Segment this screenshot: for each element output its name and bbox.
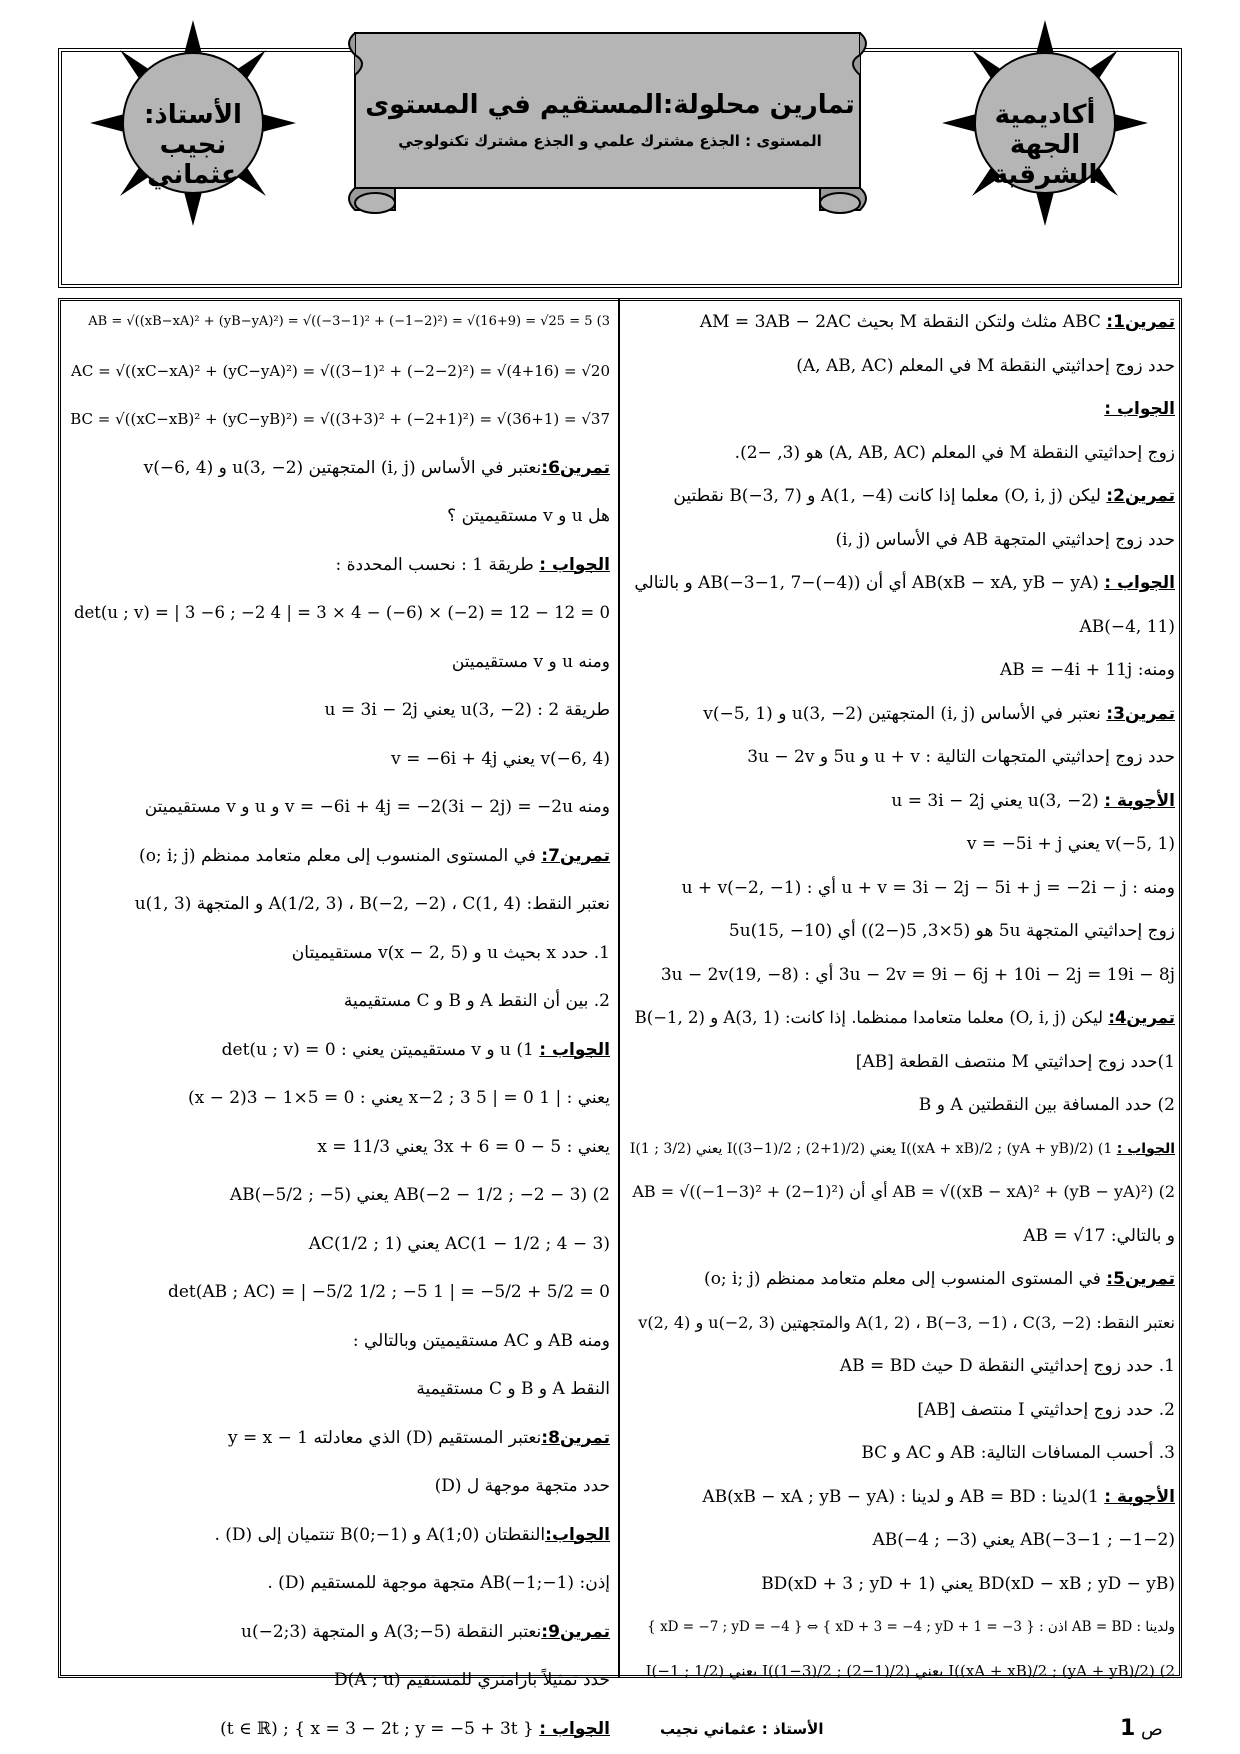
answer-label: الجواب : (539, 554, 610, 575)
text-line (1079, 615, 1175, 639)
answer-heading (214, 1523, 610, 1547)
text-line (353, 1329, 610, 1353)
answer-heading (630, 1137, 1175, 1161)
exercise-heading (144, 456, 610, 480)
text-line (761, 1572, 1175, 1596)
text-line (188, 1086, 610, 1110)
text-line (416, 1377, 610, 1401)
exercise-heading (703, 702, 1175, 726)
text-line (447, 504, 610, 528)
text-line (729, 919, 1175, 943)
line-text: 2. بين أن النقط A و B و C مستقيمية (343, 991, 610, 1011)
line-text: ليكن (O, i, j) معلما إذا كانت A(1, −4) و B(−3, 7) نقطتين (673, 486, 1107, 506)
text-line (682, 876, 1175, 900)
line-text: 1. حدد x بحيث u و v(x − 2, 5) مستقيميتان (291, 942, 610, 963)
line-text: ومنه v = −6i + 4j = −2(3i − 2j) = −2u و u و v مستقيميتن (144, 797, 610, 817)
line-text: v(−6, 4) يعني v = −6i + 4j (391, 748, 610, 769)
exercise-label: تمرين4: (1108, 1008, 1175, 1027)
line-text: 2) AB = √((xB − xA)² + (yB − yA)²) أي أن AB = √((−1−3)² + (2−1)²) (632, 1182, 1175, 1201)
line-text: 1)حدد زوج إحداثيتي M منتصف القطعة [AB] (855, 1051, 1175, 1072)
academy-label: أكاديمية الجهة الشرقية (992, 100, 1098, 190)
exercise-heading (228, 1426, 610, 1450)
text-line (168, 1280, 610, 1304)
exercise-label: تمرين6: (541, 457, 610, 478)
text-line (309, 1232, 610, 1256)
line-text: AC = √((xC−xA)² + (yC−yA)²) = √((3−1)² + (−2−2)²) = √(4+16) = √20 (71, 361, 610, 380)
text-line (135, 892, 610, 916)
text-line (735, 441, 1175, 465)
text-line (661, 963, 1175, 987)
footer-page (1120, 1716, 1163, 1741)
text-line (145, 795, 610, 819)
footer-teacher: الأستاذ : عثماني نجيب (660, 1720, 824, 1738)
line-text: AC(1 − 1/2 ; 4 − 3) يعني AC(1/2 ; 1) (308, 1233, 610, 1254)
line-text: 1) I((xA + xB)/2 ; (yA + yB)/2) يعني I((3−1)/2 ; (2+1)/2) يعني I(1 ; 3/2) (629, 1140, 1117, 1157)
line-text: AB(xB − xA, yB − yA) أي أن AB(−3−1, 7−(−4)) و بالتالي (634, 573, 1105, 593)
text-line (1000, 658, 1175, 682)
exercise-label: تمرين7: (541, 845, 610, 866)
line-text: يعني : 5 − 3x + 6 = 0 يعني x = 11/3 (317, 1136, 610, 1157)
exercise-label: تمرين5: (1106, 1269, 1175, 1289)
text-line (840, 1354, 1175, 1378)
exercise-heading (139, 844, 610, 868)
line-text: AB(−4, 11) (1079, 616, 1175, 637)
answer-heading (634, 571, 1175, 595)
exercise-heading (704, 1267, 1175, 1291)
text-line (796, 354, 1175, 378)
exercise-label: تمرين3: (1106, 703, 1175, 724)
answer-label: الجواب : (539, 1039, 610, 1060)
text-line (747, 745, 1175, 769)
text-line (267, 1571, 610, 1595)
line-text: 2) حدد المسافة بين النقطتين A و B (918, 1095, 1175, 1115)
exercise-heading (673, 484, 1175, 508)
line-text: BD(xD − xB ; yD − yB) يعني BD(xD + 3 ; yD + 1) (761, 1573, 1175, 1594)
text-line (1023, 1224, 1175, 1248)
text-line (967, 832, 1175, 856)
text-line (632, 1180, 1175, 1204)
line-text: طريقة 2 : u(3, −2) يعني u = 3i − 2j (324, 700, 610, 720)
text-line (435, 1474, 610, 1498)
line-text: حدد متجهة موجهة ل (D) (434, 1476, 610, 1496)
line-text: في المستوى المنسوب إلى معلم متعامد ممنظم (o; i; j) (704, 1269, 1107, 1289)
text-line (647, 1615, 1175, 1639)
line-text: يعني : | 1 x−2 ; 3 5 | = 0 يعني : 0 = 5×1 − 3(x − 2) (188, 1088, 610, 1108)
text-line (292, 941, 610, 965)
page-label: ص (1141, 1719, 1163, 1740)
line-text: نعتبر في الأساس (i, j) المتجهتين u(3, −2) و v(−6, 4) (143, 457, 542, 478)
text-line (452, 650, 610, 674)
line-text: حدد زوج إحداثيتي النقطة M في المعلم (A, AB, AC) (796, 355, 1175, 376)
text-line (230, 1183, 610, 1207)
column-divider (618, 298, 620, 1678)
line-text: ومنه AB و AC مستقيميتن وبالتالي : (352, 1330, 610, 1351)
answer-label: الجواب : (539, 1718, 610, 1739)
exercise-heading (635, 1006, 1175, 1030)
line-text: 2) AB(−2 − 1/2 ; −2 − 3) يعني AB(−5/2 ; −5) (229, 1185, 610, 1205)
line-text: det(AB ; AC) = | −5/2 1/2 ; −5 1 | = −5/2 + 5/2 = 0 (167, 1282, 610, 1302)
text-line (317, 1135, 610, 1159)
line-text: هل u و v مستقيميتن ؟ (447, 506, 610, 526)
line-text: حدد زوج إحداثيتي المتجهة AB في الأساس (i, j) (835, 529, 1175, 550)
exercise-heading (241, 1620, 610, 1644)
answer-label: الجواب: (545, 1524, 610, 1545)
exercise-heading (700, 310, 1175, 334)
line-text: BC = √((xC−xB)² + (yC−yB)²) = √((3+3)² + (−2+1)²) = √(36+1) = √37 (70, 410, 610, 428)
line-text: 1) u و v مستقيميتن يعني : det(u ; v) = 0 (221, 1039, 540, 1060)
text-line (856, 1050, 1175, 1074)
line-text: إذن: AB(−1;−1) متجهة موجهة للمستقيم (D) . (267, 1573, 610, 1593)
answer-heading (1104, 397, 1175, 421)
text-line (88, 310, 610, 334)
line-text: طريقة 1 : نحسب المحددة : (335, 554, 540, 575)
text-line (835, 528, 1175, 552)
exercise-label: تمرين2: (1106, 486, 1175, 506)
answer-heading (891, 789, 1175, 813)
text-line (74, 601, 610, 625)
line-text: ولدينا : AB = BD اذن : { xD + 3 = −4 ; yD + 1 = −3 } ⇔ { xD = −7 ; yD = −4 } (647, 1619, 1175, 1635)
text-line (344, 989, 610, 1013)
line-text: { x = 3 − 2t ; y = −5 + 3t } ; (t ∈ ℝ) (220, 1718, 540, 1739)
line-text: 1. حدد زوج إحداثيتي النقطة D حيث AB = BD (839, 1356, 1175, 1376)
line-text: نعتبر النقط: A(1, 2) ، B(−3, −1) ، C(3, −2) والمتجهتين u(−2, 3) و v(2, 4) (638, 1312, 1175, 1332)
text-line (334, 1668, 610, 1692)
text-line (919, 1093, 1175, 1117)
line-text: det(u ; v) = | 3 −6 ; −2 4 | = 3 × 4 − (−6) × (−2) = 12 − 12 = 0 (73, 603, 610, 622)
line-text: ومنه : u + v = 3i − 2j − 5i + j = −2i − j أي : u + v(−2, −1) (681, 877, 1175, 898)
answer-label: الجواب : (1104, 399, 1175, 419)
page-number: 1 (1120, 1716, 1136, 1741)
answer-heading (336, 553, 611, 577)
line-text: 3u − 2v = 9i − 6j + 10i − 2j = 19i − 8j أي : 3u − 2v(19, −8) (660, 964, 1175, 985)
text-line (71, 359, 610, 383)
line-text: 3. أحسب المسافات التالية: AB و AC و BC (861, 1443, 1175, 1463)
answer-heading (222, 1038, 610, 1062)
line-text: نعتبر المستقيم (D) الذي معادلته y = x − 1 (227, 1427, 542, 1448)
text-line (638, 1311, 1175, 1335)
text-line (872, 1528, 1175, 1552)
line-text: و بالتالي: AB = √17 (1023, 1225, 1175, 1246)
text-line (917, 1398, 1175, 1422)
text-line (646, 1659, 1175, 1683)
line-text: 2) I((xA + xB)/2 ; (yA + yB)/2) يعني I((1−3)/2 ; (2−1)/2) يعني I(−1 ; 1/2) (645, 1661, 1175, 1680)
line-text: النقطتان A(1;0) و B(0;−1) تنتميان إلى (D) . (214, 1524, 546, 1545)
text-line (325, 698, 611, 722)
line-text: نعتبر النقط: A(1/2, 3) ، B(−2, −2) ، C(1, 4) و المتجهة u(1, 3) (134, 894, 610, 914)
answer-label: الأجوبة : (1104, 790, 1175, 811)
answer-heading (702, 1485, 1175, 1509)
answer-label: الأجوبة : (1104, 1486, 1175, 1507)
line-text: ليكن (O, i, j) معلما متعامدا ممنظما. إذا كانت: A(3, 1) و B(−1, 2) (634, 1008, 1109, 1027)
line-text: نعتبر في الأساس (i, j) المتجهتين u(3, −2) و v(−5, 1) (703, 703, 1107, 724)
line-text: ومنه u و v مستقيميتن (451, 651, 610, 672)
text-line (391, 747, 610, 771)
answer-heading (220, 1717, 610, 1741)
line-text: v(−5, 1) يعني v = −5i + j (966, 834, 1175, 854)
line-text: زوج إحداثيتي المتجهة 5u هو (5×3, 5(−2)) أي 5u(15, −10) (728, 921, 1175, 941)
line-text: 1)لدينا : AB = BD و لدينا : AB(xB − xA ; yB − yA) (702, 1486, 1105, 1507)
page-subtitle: المستوى : الجذع مشترك علمي و الجذع مشترك تكنولوجي (398, 132, 822, 150)
text-line (70, 407, 610, 431)
line-text: حدد زوج إحداثيتي المتجهات التالية : u + v و 5u و 3u − 2v (747, 747, 1175, 767)
line-text: u(3, −2) يعني u = 3i − 2j (891, 790, 1105, 811)
line-text: 2. حدد زوج إحداثيتي I منتصف [AB] (917, 1399, 1175, 1420)
exercise-label: تمرين9: (541, 1621, 610, 1642)
line-text: حدد تمثيلاً بارامتري للمستقيم D(A ; u) (334, 1670, 610, 1690)
answer-label: الجواب : (1116, 1140, 1175, 1157)
page-title: تمارين محلولة:المستقيم في المستوى (365, 90, 855, 120)
exercise-label: تمرين8: (541, 1427, 610, 1448)
line-text: زوج إحداثيتي النقطة M في المعلم (A, AB, AC) هو (3, −2). (734, 442, 1175, 463)
line-text: 3) AB = √((xB−xA)² + (yB−yA)²) = √((−3−1)² + (−1−2)²) = √(16+9) = √25 = 5 (88, 314, 610, 329)
exercise-label: تمرين1: (1106, 312, 1175, 332)
line-text: ومنه: AB = −4i + 11j (1000, 660, 1175, 680)
line-text: في المستوى المنسوب إلى معلم متعامد ممنظم (o; i; j) (139, 845, 542, 866)
line-text: ABC مثلث ولتكن النقطة M بحيث AM = 3AB − 2AC (699, 312, 1107, 332)
answer-label: الجواب : (1104, 573, 1175, 593)
line-text: AB(−3−1 ; −1−2) يعني AB(−4 ; −3) (872, 1530, 1175, 1550)
line-text: نعتبر النقطة A(3;−5) و المتجهة u(−2;3) (241, 1621, 542, 1642)
line-text: النقط A و B و C مستقيمية (416, 1379, 610, 1399)
teacher-label: الأستاذ: نجيب عثماني (144, 100, 242, 190)
text-line (861, 1441, 1175, 1465)
